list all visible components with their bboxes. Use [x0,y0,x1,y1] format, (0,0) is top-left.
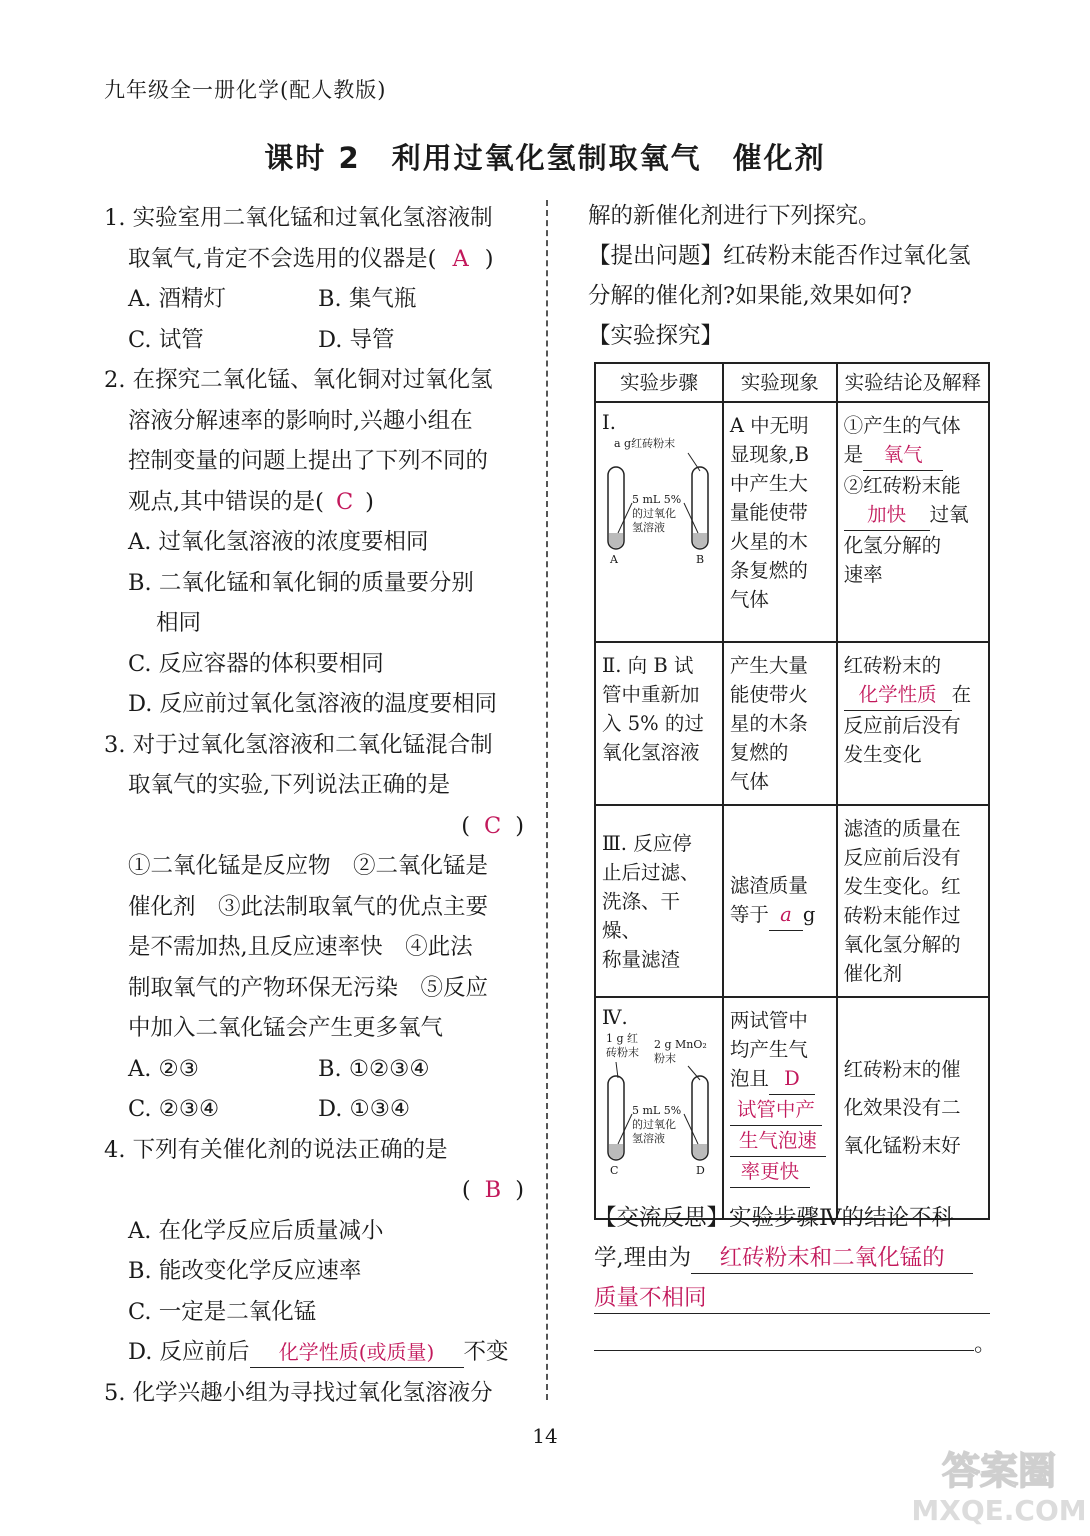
row2-concl-line: 发生变化 [843,743,922,766]
row3-step-line: 称量滤渣 [602,947,681,971]
q3-statement-1: ①二氧化锰是反应物 ②二氧化锰是 [128,853,489,879]
q2-stem-line1: 2. 在探究二氧化锰、氧化铜对过氧化氢 [104,367,493,393]
row4-blank-line2: 试管中产 [730,1095,822,1126]
row1-phenomenon [723,402,837,642]
q2-stem-line2: 溶液分解速率的影响时,兴趣小组在 [128,407,473,434]
q4-option-a: A. 在化学反应后质量减小 [128,1217,384,1244]
tube-label-d: D [696,1164,705,1177]
q3-option-d: D. ①③④ [318,1096,411,1122]
row2-phen-line: 复燃的 [729,741,789,764]
row4-blank-tube: D [769,1064,815,1095]
fig-label-brick: 1 g 红 [606,1032,639,1045]
q2-option-a: A. 过氧化氢溶液的浓度要相同 [128,529,429,555]
q1-options-cd [104,320,524,361]
q3-statement-3: 是不需加热,且反应速率快 ④此法 [128,934,473,960]
q4-option-d-blank: 化学性质(或质量) [250,1337,464,1368]
row1-phen-line: 条复燃的 [729,559,808,582]
row3-concl-line: 发生变化。红 [843,875,961,898]
row1-phen-line: 量能使带 [729,501,808,524]
right-column [588,196,992,356]
test-tube-diagram-ab [602,437,714,569]
fig-label-mno2-2: 粉末 [654,1052,676,1065]
table-header-row [595,363,989,402]
row2-concl-line: 反应前后没有 [843,714,961,737]
reflection-heading: 【交流反思】实验步骤Ⅳ的结论不科 [594,1205,954,1231]
q1-option-d: D. 导管 [318,326,395,353]
q2-stem-line4: 观点,其中错误的是( C ) [128,488,374,515]
tube-label-b: B [696,553,705,566]
q3-statement-4: 制取氧气的产物环保无污染 ⑤反应 [128,974,489,1001]
row2-blank-chemical-property: 化学性质 [844,680,952,711]
book-header: 九年级全一册化学(配人教版) [104,78,387,102]
row2-step [595,642,723,805]
q1-options-ab [104,279,524,320]
row4-step-label: Ⅳ. [602,1006,628,1029]
row1-concl-line: ②红砖粉末能 [843,474,961,497]
table-row [595,402,989,642]
row1-concl-line: ①产生的气体 [843,414,961,437]
row3-phen-line: 等于 a g [730,900,830,931]
row4-phen-line: 两试管中 [729,1009,808,1032]
table-row [595,997,989,1219]
q3-stem-line2: 取氧气的实验,下列说法正确的是 [128,772,451,798]
row3-concl-line: 滤渣的质量在 [843,817,961,840]
row4-phen-line: 均产生气 [729,1038,808,1061]
watermark-text-1: 答案圈 [941,1449,1057,1493]
row2-phen-line: 气体 [729,770,769,793]
watermark-text-2: MXQE.COM [914,1494,1084,1527]
row2-concl-line: 化学性质 在 [844,680,982,711]
row2-conclusion [837,642,989,805]
q3-stem-line1: 3. 对于过氧化氢溶液和二氧化锰混合制 [104,731,493,758]
reflection-line4: 。 [594,1324,990,1364]
row4-phenomenon [723,997,837,1219]
row2-step-line: 管中重新加 [602,683,700,706]
q4-option-c: C. 一定是二氧化锰 [128,1298,317,1325]
row1-concl-line: 加快 过氧 [844,500,982,531]
header-conclusion: 实验结论及解释 [837,363,989,402]
row4-concl-line: 红砖粉末的催 [843,1058,961,1081]
row4-phen-line [730,1095,830,1126]
fig-label-brick2: 砖粉末 [606,1046,639,1059]
q4-stem-line1: 4. 下列有关催化剂的说法正确的是 [104,1136,448,1163]
row3-phenomenon [723,805,837,997]
q1-answer: A [452,245,469,272]
row3-step-line: 洗涤、干燥、 [602,889,681,942]
q1-stem-line2: 取氧气,肯定不会选用的仪器是( A ) [128,245,494,272]
row4-phen-line [730,1157,830,1188]
q1-option-a: A. 酒精灯 [128,286,227,312]
watermark-logo [914,1440,1084,1530]
q3-option-a: A. ②③ [128,1055,199,1082]
row2-step-line: 入 5% 的过 [602,712,704,735]
row2-phen-line: 能使带火 [729,683,808,706]
row4-conclusion [837,997,989,1219]
q2-answer: C [335,488,354,515]
row3-step-line: 止后过滤、 [602,860,700,884]
q3-options-ab [104,1049,524,1090]
row3-step-line: Ⅲ. 反应停 [602,831,692,855]
row1-phen-line: 气体 [729,588,769,611]
row2-phen-line: 星的木条 [729,712,808,735]
row1-concl-line: 是 氧气 [844,440,982,471]
left-column [104,198,524,1413]
q3-answer: C [484,812,502,839]
reflection-section [594,1198,997,1364]
reflection-blank-1: 红砖粉末和二氧化锰的 [691,1243,973,1274]
row1-concl-line: 速率 [843,563,883,586]
row4-phen-line [730,1126,830,1157]
fig-label-mno2: 2 g MnO₂ [654,1038,707,1051]
row4-step [595,997,723,1219]
row4-phen-line: 泡且 D [730,1064,830,1095]
row3-concl-line: 砖粉末能作过 [843,904,961,927]
row1-phen-line: 中产生大 [729,472,808,495]
reflection-blank-2: 质量不相同 [594,1283,990,1314]
test-tube-diagram-cd [602,1032,714,1182]
row1-blank-oxygen: 氧气 [863,440,943,471]
q4-answer-line: ( B ) [461,1177,524,1203]
q3-statement-2: 催化剂 ③此法制取氧气的优点主要 [128,893,489,920]
row3-conclusion [837,805,989,997]
row1-concl-line: 化氢分解的 [843,534,942,557]
q2-option-b-cont: 相同 [156,610,202,636]
q5-question-heading: 【提出问题】红砖粉末能否作过氧化氢 [588,243,971,269]
q4-answer: B [484,1177,502,1203]
q1-stem-line1: 1. 实验室用二氧化锰和过氧化氢溶液制 [104,205,493,231]
q1-option-b: B. 集气瓶 [318,286,417,312]
row3-step [595,805,723,997]
row1-conclusion [837,402,989,642]
q5-stem-line2: 解的新催化剂进行下列探究。 [588,203,881,229]
row4-concl-line: 氧化锰粉末好 [843,1134,961,1157]
q3-options-cd [104,1089,524,1130]
tube-label-a: A [610,553,618,566]
row1-step [595,402,723,642]
fig-label-solution1: 的过氧化 [632,1118,676,1131]
q3-option-c: C. ②③④ [128,1096,220,1122]
q5-question-line2: 分解的催化剂?如果能,效果如何? [588,283,912,309]
watermark-icon [914,1440,1084,1530]
fig-label-solution2: 氢溶液 [632,521,665,534]
q4-option-b: B. 能改变化学反应速率 [128,1258,362,1284]
header-step: 实验步骤 [595,363,723,402]
row3-concl-line: 反应前后没有 [843,846,961,869]
fig-label-volume: 5 mL 5% [632,493,682,506]
row3-concl-line: 催化剂 [843,962,903,985]
row1-phen-line: A 中无明 [729,414,809,437]
fig-label-solution2: 氢溶液 [632,1132,665,1145]
reflection-line3 [594,1278,990,1318]
row1-step-label: I. [602,411,616,434]
fig-label-powder: a g红砖粉末 [614,437,676,450]
header-phenomenon: 实验现象 [723,363,837,402]
q5-stem-line1: 5. 化学兴趣小组为寻找过氧化氢溶液分 [104,1379,493,1406]
q3-option-b: B. ①②③④ [318,1055,430,1082]
tube-label-c: C [610,1164,619,1177]
row2-step-line: Ⅱ. 向 B 试 [602,654,694,677]
row4-blank-line3: 生气泡速 [730,1126,826,1157]
row4-concl-line: 化效果没有二 [843,1096,961,1119]
q3-statement-5: 中加入二氧化锰会产生更多氧气 [128,1015,444,1041]
q3-answer-line: ( C ) [461,812,524,839]
row3-concl-line: 氧化氢分解的 [843,933,961,956]
q2-option-d: D. 反应前过氧化氢溶液的温度要相同 [128,691,498,717]
row3-blank-mass: a [769,900,803,931]
reflection-line2: 学,理由为 红砖粉末和二氧化锰的 [594,1238,990,1278]
row2-phen-line: 产生大量 [729,654,808,677]
q5-experiment-heading: 【实验探究】 [588,323,724,349]
experiment-table [594,362,990,1220]
q2-option-c: C. 反应容器的体积要相同 [128,650,384,677]
lesson-title: 课时 2 利用过氧化氢制取氧气 催化剂 [264,141,826,175]
row1-phen-line: 火星的木 [729,530,808,553]
table-row [595,642,989,805]
row2-step-line: 氧化氢溶液 [602,741,700,764]
row1-blank-speedup: 加快 [844,500,930,531]
column-divider [546,200,548,1400]
fig-label-volume: 5 mL 5% [632,1104,682,1117]
fig-label-solution1: 的过氧化 [632,507,676,520]
q4-option-d: D. 反应前后 化学性质(或质量) 不变 [104,1332,524,1373]
q1-option-c: C. 试管 [128,326,204,353]
row2-concl-line: 红砖粉末的 [843,654,942,677]
page-number: 14 [532,1424,558,1448]
q2-option-b: B. 二氧化锰和氧化铜的质量要分别 [128,569,474,596]
reflection-blank-3 [594,1350,974,1351]
q2-stem-line3: 控制变量的问题上提出了下列不同的 [128,448,489,474]
row4-blank-line4: 率更快 [730,1157,810,1188]
row1-phen-line: 显现象,B [729,443,809,466]
row3-phen-line: 滤渣质量 [729,874,808,897]
row2-phenomenon [723,642,837,805]
table-row [595,805,989,997]
